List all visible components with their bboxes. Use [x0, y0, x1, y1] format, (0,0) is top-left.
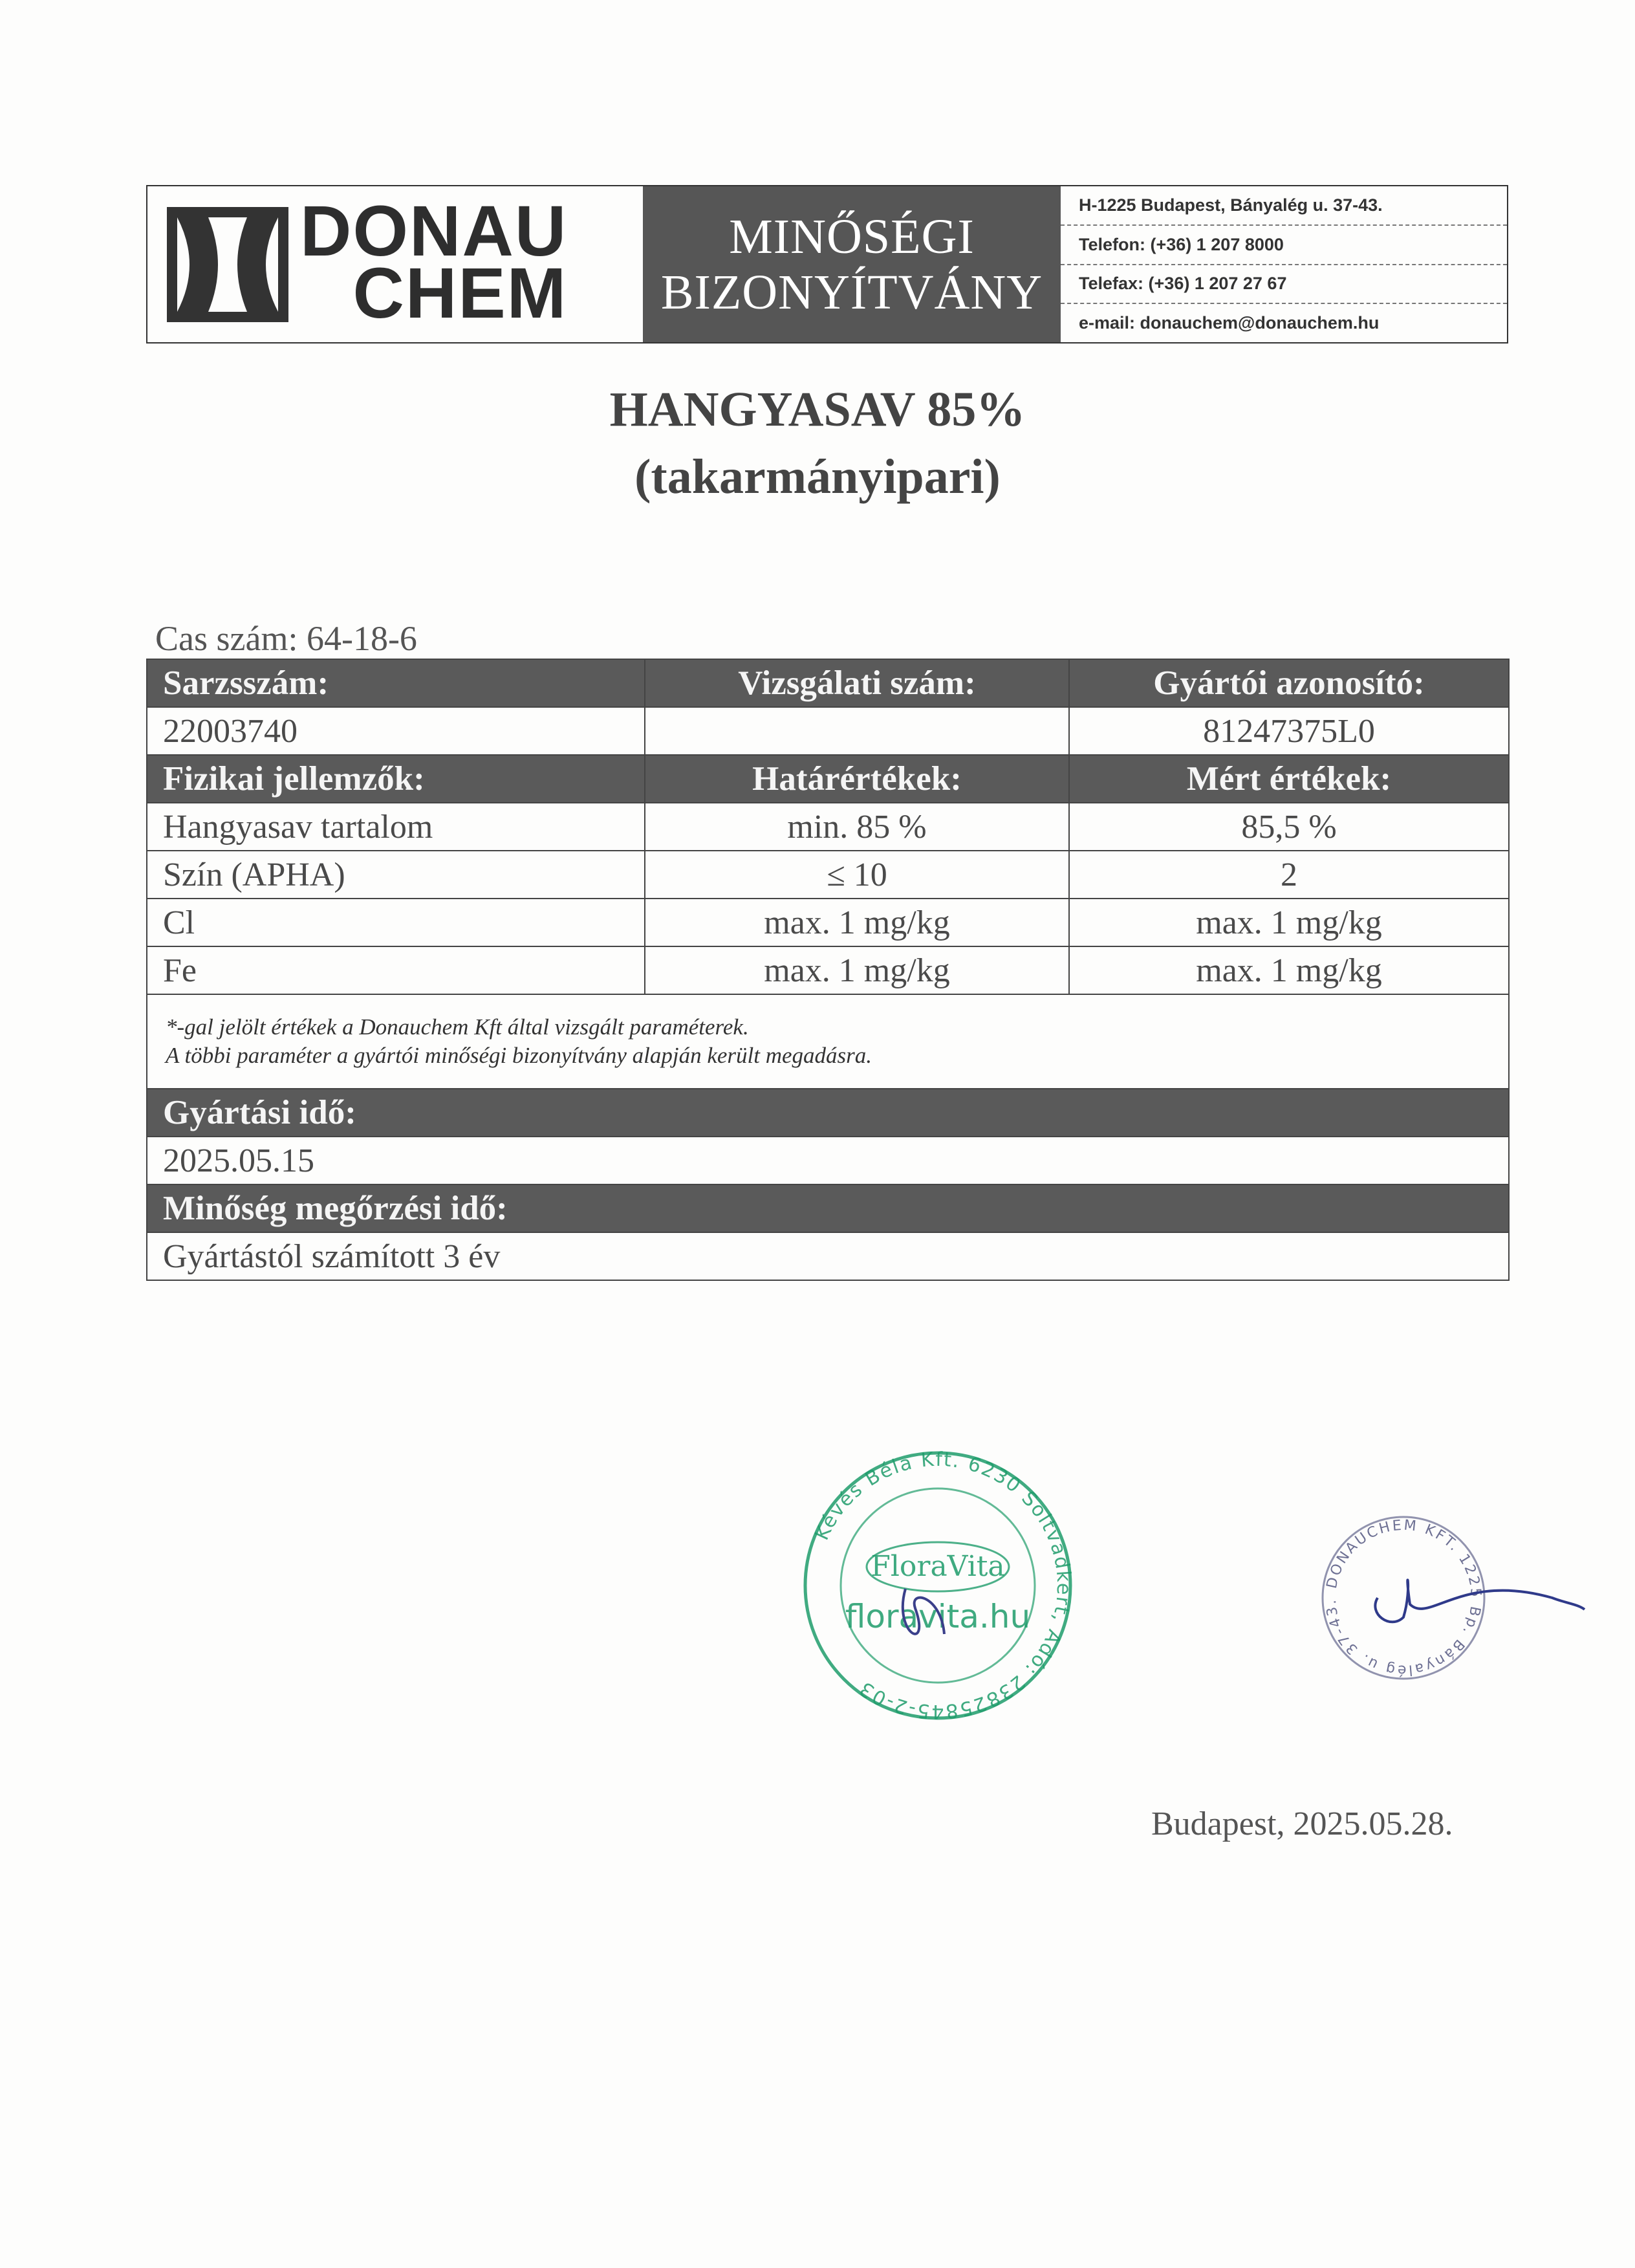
shelf-life-value-row — [147, 1232, 1509, 1280]
certificate-title-line1: MINŐSÉGI — [729, 209, 975, 264]
logo-word-donau: DONAU — [300, 191, 568, 271]
measured-header: Mért értékek: — [1069, 755, 1509, 803]
contact-email: e-mail: donauchem@donauchem.hu — [1079, 313, 1380, 333]
property-limit: max. 1 mg/kg — [645, 946, 1069, 994]
test-number-value — [645, 707, 1069, 755]
certificate-title — [643, 186, 1061, 342]
manufacturer-id-value: 81247375L0 — [1069, 707, 1509, 755]
table-row — [147, 851, 1509, 899]
logo-word-chem: CHEM — [352, 253, 568, 333]
shelf-life-header-row — [147, 1184, 1509, 1232]
contact-block — [1061, 186, 1507, 342]
table-row — [147, 946, 1509, 994]
ids-value-row — [147, 707, 1509, 755]
donauchem-stamp-icon — [1306, 1501, 1597, 1695]
property-limit: ≤ 10 — [645, 851, 1069, 899]
production-date-label: Gyártási idő: — [147, 1089, 1509, 1137]
property-name: Szín (APHA) — [147, 851, 645, 899]
table-row — [147, 899, 1509, 946]
certificate-title-line2: BIZONYÍTVÁNY — [660, 265, 1043, 320]
batch-number-value: 22003740 — [147, 707, 645, 755]
property-limit: max. 1 mg/kg — [645, 899, 1069, 946]
manufacturer-id-header: Gyártói azonosító: — [1069, 659, 1509, 707]
table-row — [147, 803, 1509, 851]
production-value-row — [147, 1137, 1509, 1184]
contact-address: H-1225 Budapest, Bányalég u. 37-43. — [1061, 186, 1507, 226]
property-name: Cl — [147, 899, 645, 946]
quality-table — [146, 659, 1510, 1281]
property-name: Hangyasav tartalom — [147, 803, 645, 851]
property-measured: 85,5 % — [1069, 803, 1509, 851]
floravita-stamp-icon — [783, 1440, 1093, 1731]
ids-header-row — [147, 659, 1509, 707]
property-limit: min. 85 % — [645, 803, 1069, 851]
test-number-header: Vizsgálati szám: — [645, 659, 1069, 707]
footnote-cell — [147, 994, 1509, 1089]
product-name: HANGYASAV 85% — [609, 382, 1026, 437]
properties-header-row — [147, 755, 1509, 803]
property-measured: max. 1 mg/kg — [1069, 899, 1509, 946]
property-name: Fe — [147, 946, 645, 994]
batch-number-header: Sarzsszám: — [147, 659, 645, 707]
document-header — [146, 185, 1508, 343]
property-measured: 2 — [1069, 851, 1509, 899]
floravita-stamp-ring-text: Kévés Béla Kft. 6230 Soltvadkert, Adó: 23825845-2-03 — [810, 1448, 1076, 1723]
cas-number: Cas szám: 64-18-6 — [155, 619, 417, 658]
donauchem-logo-mark-icon — [163, 203, 292, 326]
donauchem-logo — [147, 186, 643, 342]
shelf-life-value: Gyártástól számított 3 év — [147, 1232, 1509, 1280]
footnote-line1: *-gal jelölt értékek a Donauchem Kft által vizsgált paraméterek. — [166, 1014, 749, 1040]
property-measured: max. 1 mg/kg — [1069, 946, 1509, 994]
production-date-value: 2025.05.15 — [147, 1137, 1509, 1184]
place-and-date: Budapest, 2025.05.28. — [1151, 1805, 1453, 1842]
property-name-header: Fizikai jellemzők: — [147, 755, 645, 803]
floravita-brand: FloraVita — [871, 1550, 1005, 1583]
contact-phone: Telefon: (+36) 1 207 8000 — [1061, 226, 1507, 265]
footnote-row — [147, 994, 1509, 1089]
shelf-life-label: Minőség megőrzési idő: — [147, 1184, 1509, 1232]
contact-fax: Telefax: (+36) 1 207 27 67 — [1061, 265, 1507, 305]
floravita-url: floravita.hu — [845, 1598, 1031, 1635]
footnote-line2: A többi paraméter a gyártói minőségi bizonyítvány alapján került megadásra. — [166, 1043, 872, 1068]
product-grade: (takarmányipari) — [634, 450, 1001, 504]
limit-header: Határértékek: — [645, 755, 1069, 803]
donauchem-stamp-ring-text: DONAUCHEM KFT. 1225 Bp. Bányalég u. 37-43. — [1323, 1517, 1484, 1679]
production-header-row — [147, 1089, 1509, 1137]
